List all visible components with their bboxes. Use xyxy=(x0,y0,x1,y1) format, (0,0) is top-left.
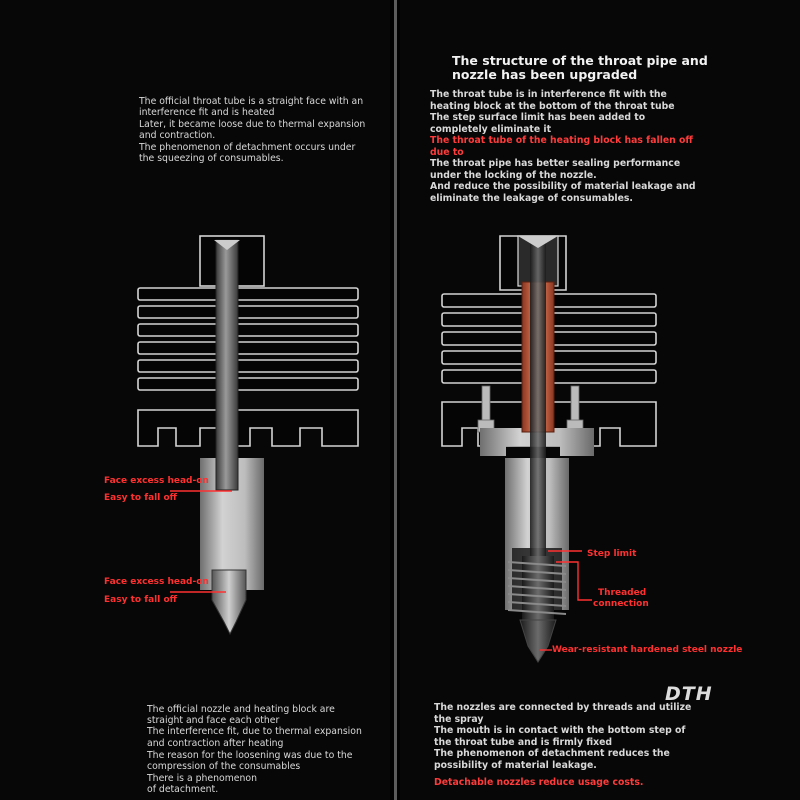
left-callout-1-line1: Face excess head-on xyxy=(104,476,209,486)
left-bottom-line-1: The official nozzle and heating block are xyxy=(147,704,335,715)
left-bottom-line-6: compression of the consumables xyxy=(147,761,301,772)
right-bottom-line-5: The phenomenon of detachment reduces the xyxy=(434,748,670,760)
left-top-line-2: interference fit and is heated xyxy=(139,107,275,118)
left-nozzle xyxy=(212,570,246,634)
callout-threaded-2: connection xyxy=(593,599,649,609)
right-bottom-line-6: possibility of material leakage. xyxy=(434,760,597,771)
left-callout-1-line2: Easy to fall off xyxy=(104,493,177,503)
right-top-line-6: due to xyxy=(430,146,464,158)
left-top-line-3: Later, it became loose due to thermal expansion xyxy=(139,119,366,130)
right-top-line-2: heating block at the bottom of the throat tube xyxy=(430,100,675,112)
right-bottom-line-7: Detachable nozzles reduce usage costs. xyxy=(434,777,644,788)
right-top-line-3: The step surface limit has been added to xyxy=(430,112,646,123)
left-top-line-4: and contraction. xyxy=(139,130,216,141)
left-callout-2-line2: Easy to fall off xyxy=(104,595,177,605)
left-bottom-line-4: and contraction after heating xyxy=(147,738,284,749)
left-top-line-1: The official throat tube is a straight face with an xyxy=(139,96,364,107)
right-top-line-5: The throat tube of the heating block has fallen off xyxy=(430,135,693,146)
right-bottom-line-1: The nozzles are connected by threads and utilize xyxy=(434,702,692,713)
right-top-line-7: The throat pipe has better sealing performance xyxy=(430,158,681,169)
left-throat-tube xyxy=(214,240,240,490)
callout-nozzle: Wear-resistant hardened steel nozzle xyxy=(552,645,743,655)
left-bottom-line-5: The reason for the loosening was due to the xyxy=(147,750,353,761)
callout-threaded-1: Threaded xyxy=(598,588,647,598)
right-top-line-10: eliminate the leakage of consumables. xyxy=(430,192,633,204)
right-title-line-2: nozzle has been upgraded xyxy=(452,67,638,82)
left-bottom-line-7: There is a phenomenon xyxy=(147,773,257,784)
callout-step-limit: Step limit xyxy=(587,549,637,559)
left-bottom-line-8: of detachment. xyxy=(147,784,219,795)
right-bottom-line-4: the throat tube and is firmly fixed xyxy=(434,736,613,748)
right-top-line-8: under the locking of the nozzle. xyxy=(430,169,597,181)
right-title-line-1: The structure of the throat pipe and xyxy=(452,53,708,68)
left-heatsink xyxy=(138,236,358,446)
right-top-line-1: The throat tube is in interference fit with the xyxy=(430,89,667,100)
right-top-line-9: And reduce the possibility of material leakage and xyxy=(430,181,696,192)
left-callout-2-line1: Face excess head-on xyxy=(104,577,209,587)
right-top-line-4: completely eliminate it xyxy=(430,123,552,135)
right-bottom-line-2: the spray xyxy=(434,713,484,725)
left-top-line-5: The phenomenon of detachment occurs under xyxy=(139,142,356,153)
watermark: DTH xyxy=(665,683,713,705)
left-bottom-line-3: The interference fit, due to thermal expansion xyxy=(147,726,362,737)
left-bottom-line-2: straight and face each other xyxy=(147,715,280,726)
left-top-line-6: the squeezing of consumables. xyxy=(139,153,284,164)
right-bottom-line-3: The mouth is in contact with the bottom step of xyxy=(434,725,686,737)
